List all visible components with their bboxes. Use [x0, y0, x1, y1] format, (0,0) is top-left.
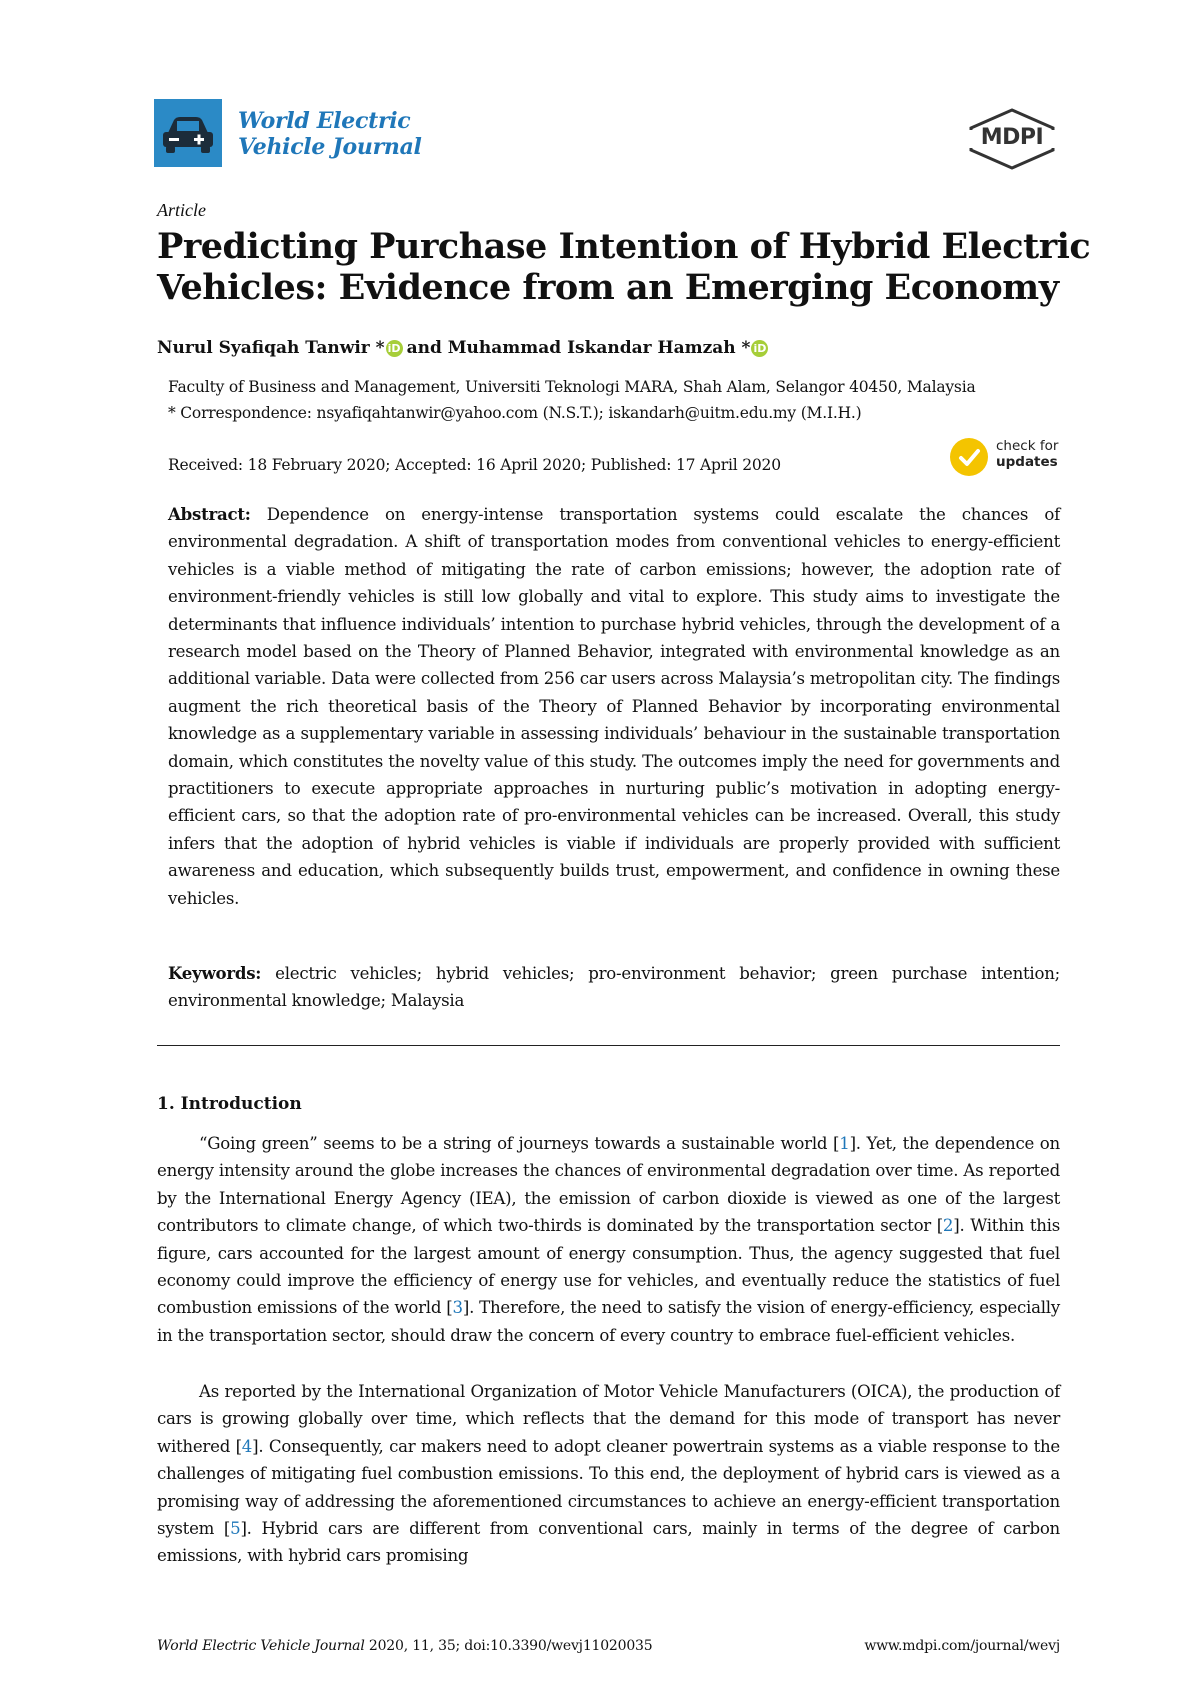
- citation-link[interactable]: 5: [230, 1519, 241, 1539]
- paper-title: [157, 226, 1091, 308]
- paragraph-text: ]. Therefore, the need to satisfy the vision of energy-efficiency, especially in the transportation sector, should draw the concern of every country to embrace fuel-efficient vehicles.: [157, 1298, 1060, 1345]
- divider: [157, 1045, 1060, 1046]
- journal-name-line2: Vehicle Journal: [238, 134, 422, 160]
- footer-journal: World Electric Vehicle Journal: [157, 1638, 365, 1654]
- abstract-text: Dependence on energy-intense transportation systems could escalate the chances of environmental degradation. A shift of transportation modes from conventional vehicles to energy-efficient vehicles is a viable method of mitigating the rate of carbon emissions; however, the adoption rate of environment-friendly vehicles is still low globally and vital to explore. This study aims to investigate the determinants that influence individuals’ intention to purchase hybrid vehicles, through the development of a research model based on the Theory of Planned Behavior, integrated with environmental knowledge as an additional variable. Data were collected from 256 car users across Malaysia’s metropolitan city. The findings augment the rich theoretical basis of the Theory of Planned Behavior by incorporating environmental knowledge as a supplementary variable in assessing individuals’ behaviour in the sustainable transportation domain, which constitutes the novelty value of this study. The outcomes imply the need for governments and practitioners to execute appropriate approaches in nurturing public’s motivation in adopting energy-efficient cars, so that the adoption rate of pro-environmental vehicles can be increased. Overall, this study infers that the adoption of hybrid vehicles is viable if individuals are properly provided with sufficient awareness and education, which subsequently builds trust, empowerment, and confidence in owning these vehicles.: [168, 505, 1060, 908]
- footer-url[interactable]: www.mdpi.com/journal/wevj: [864, 1638, 1060, 1654]
- paragraph: [157, 1378, 1060, 1570]
- citation-link[interactable]: 2: [942, 1216, 954, 1236]
- paragraph-text: “Going green” seems to be a string of journeys towards a sustainable world [: [199, 1134, 840, 1153]
- orcid-icon[interactable]: iD: [386, 340, 403, 357]
- orcid-icon[interactable]: iD: [751, 340, 768, 357]
- correspondence: * Correspondence: nsyafiqahtanwir@yahoo.com (N.S.T.); iskandarh@uitm.edu.my (M.I.H.): [168, 404, 862, 422]
- publisher-logo: [965, 108, 1059, 170]
- paragraph-text: As reported by the International Organization of Motor Vehicle Manufacturers (OICA), the production of cars is growing globally over time, which reflects that the demand for this mode of transport has never withered [: [157, 1382, 1060, 1456]
- affiliation: Faculty of Business and Management, Universiti Teknologi MARA, Shah Alam, Selangor 40450, Malaysia: [168, 378, 976, 396]
- footer-doi: 2020, 11, 35; doi:10.3390/wevj11020035: [364, 1638, 653, 1654]
- keywords: [168, 960, 1060, 1014]
- title-line: Predicting Purchase Intention of Hybrid Electric: [157, 226, 1091, 267]
- abstract: [168, 501, 1060, 912]
- author-name: and Muhammad Iskandar Hamzah *: [406, 338, 751, 358]
- publication-dates: Received: 18 February 2020; Accepted: 16 April 2020; Published: 17 April 2020: [168, 456, 781, 474]
- paragraph-text: ]. Consequently, car makers need to adopt cleaner powertrain systems as a viable response to the challenges of mitigating fuel combustion emissions. To this end, the deployment of hybrid cars is viewed as a promising way of addressing the aforementioned circumstances to achieve an energy-efficient transportation system [: [157, 1436, 1060, 1539]
- abstract-label: Abstract:: [168, 504, 251, 524]
- keywords-label: Keywords:: [168, 963, 262, 983]
- paragraph-text: ]. Within this figure, cars accounted for the largest amount of energy consumption. Thus, the agency suggested that fuel economy could improve the efficiency of energy use for vehicles, and eventually reduce the statistics of fuel combustion emissions of the world [: [157, 1216, 1060, 1318]
- title-line: Vehicles: Evidence from an Emerging Economy: [157, 267, 1059, 308]
- keywords-text: electric vehicles; hybrid vehicles; pro-environment behavior; green purchase intention; environmental knowledge; Malaysia: [168, 964, 1060, 1010]
- citation-link[interactable]: 4: [241, 1436, 253, 1456]
- paragraph: [157, 1130, 1060, 1349]
- check-updates-line2: updates: [996, 454, 1058, 470]
- footer-citation: [157, 1638, 652, 1654]
- check-for-updates-badge[interactable]: [950, 438, 1068, 482]
- paragraph-text: ]. Hybrid cars are different from conventional cars, mainly in terms of the degree of carbon emissions, with hybrid cars promising: [157, 1519, 1060, 1566]
- author-name: Nurul Syafiqah Tanwir *: [157, 338, 385, 358]
- article-type: Article: [157, 200, 206, 220]
- car-icon: [154, 99, 222, 167]
- journal-logo: [154, 99, 222, 167]
- citation-link[interactable]: 3: [452, 1298, 463, 1318]
- publisher-name: MDPI: [980, 125, 1044, 150]
- author-list: [157, 338, 772, 358]
- check-updates-line1: check for: [996, 438, 1059, 454]
- paragraph-text: ]. Yet, the dependence on energy intensity around the globe increases the chances of environmental degradation over time. As reported by the International Energy Agency (IEA), the emission of carbon dioxide is viewed as one of the largest contributors to climate change, of which two-thirds is dominated by the transportation sector [: [157, 1134, 1060, 1236]
- section-heading: 1. Introduction: [157, 1094, 302, 1114]
- journal-name-line1: World Electric: [238, 108, 411, 134]
- citation-link[interactable]: 1: [839, 1134, 850, 1153]
- check-icon: [950, 438, 988, 476]
